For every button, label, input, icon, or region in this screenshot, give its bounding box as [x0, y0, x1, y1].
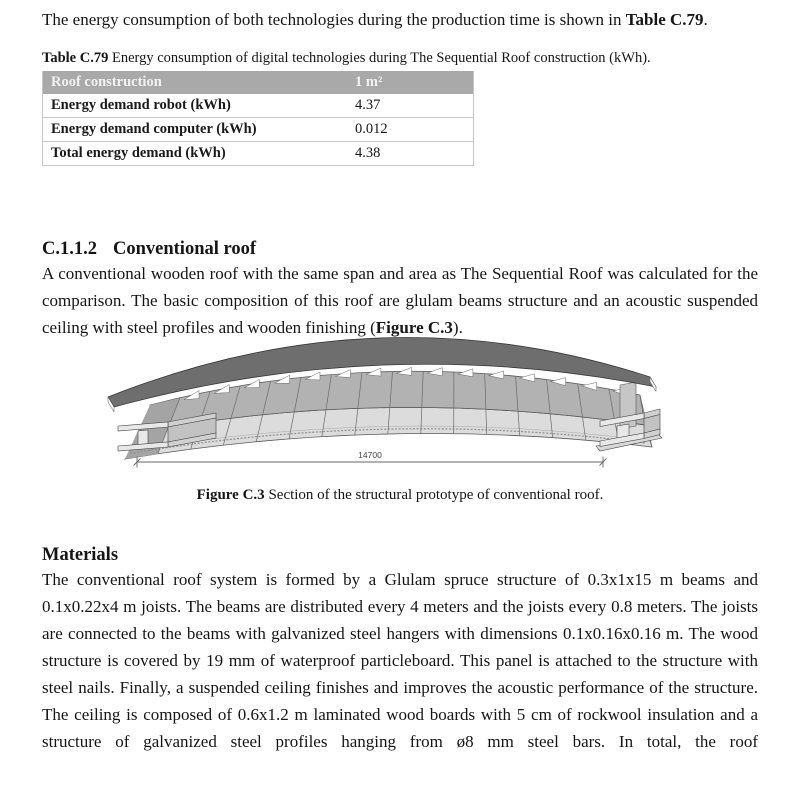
table-caption [42, 48, 758, 68]
materials-paragraph: The conventional roof system is formed by a Glulam spruce structure of 0.3x1x15 m beams and 0.1x0.22x4 m joists. The beams are distributed every 4 meters and the joists every 0.8 meters. The joists are connected to the beams with galvanized steel hangers with dimensions 0.1x0.16x0.16 m. The wood structure is covered by 19 mm of waterproof particleboard. This panel is attached to the structure with steel nails. Finally, a suspended ceiling finishes and improves the acoustic performance of the structure. The ceiling is composed of 0.6x1.2 m laminated wood boards with 5 cm of rockwool insulation and a structure of galvanized steel profiles hanging from ø8 mm steel bars. In total, the roof [42, 570, 758, 751]
section-period: ). [452, 318, 463, 337]
row-value-computer: 0.012 [347, 118, 474, 142]
intro-text: The energy consumption of both technologies during the production time is shown in [42, 10, 626, 29]
section-title: Conventional roof [113, 239, 257, 259]
table-row [43, 118, 474, 142]
row-label-robot: Energy demand robot (kWh) [43, 94, 348, 118]
table-row [43, 142, 474, 166]
table-row [43, 94, 474, 118]
section-paragraph [42, 260, 758, 341]
intro-table-ref: Table C.79 [625, 10, 704, 29]
table-header-row [43, 71, 474, 94]
column-header-roof-construction: Roof construction [43, 71, 348, 94]
roof-section-figure [100, 335, 670, 475]
section-heading [42, 238, 758, 260]
table-caption-label: Table C.79 [42, 50, 109, 66]
intro-period: . [703, 10, 708, 29]
figure-caption-label: Figure C.3 [196, 487, 265, 503]
row-value-robot: 4.37 [347, 94, 474, 118]
row-label-computer: Energy demand computer (kWh) [43, 118, 348, 142]
table-caption-text: Energy consumption of digital technologies during The Sequential Roof construction (kWh). [108, 50, 651, 66]
materials-heading: Materials [42, 545, 119, 565]
column-header-area: 1 m² [347, 71, 474, 94]
section-text: A conventional wooden roof with the same span and area as The Sequential Roof was calculated for the comparison. The basic composition of this roof are glulam beams structure and an acoustic suspended ceiling with steel profiles and wooden finishing ( [42, 264, 758, 337]
section-number: C.1.1.2 [42, 239, 97, 259]
intro-paragraph [42, 6, 758, 33]
figure-caption-text: Section of the structural prototype of conventional roof. [264, 487, 604, 503]
dimension-label: 14700 [358, 450, 382, 460]
roof-figure-svg [100, 335, 670, 475]
row-value-total: 4.38 [347, 142, 474, 166]
row-label-total: Total energy demand (kWh) [43, 142, 348, 166]
section-figure-ref: Figure C.3 [375, 318, 453, 337]
energy-consumption-table [42, 71, 474, 166]
figure-caption [42, 485, 758, 506]
